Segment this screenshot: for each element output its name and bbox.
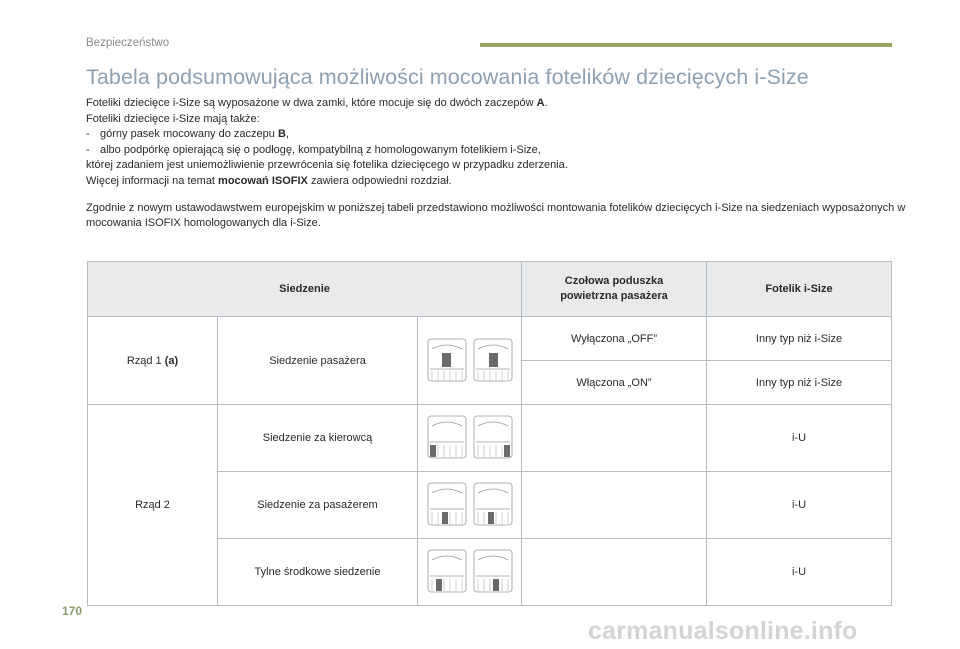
row2-seat-name: Tylne środkowe siedzenie xyxy=(218,539,418,606)
page-number: 170 xyxy=(62,604,83,618)
seat-diagram-behind-driver xyxy=(422,412,518,464)
intro-line-2: Foteliki dziecięce i-Size mają także: xyxy=(86,112,260,125)
intro-paragraph-2: Zgodnie z nowym ustawodawstwem europejskim w poniższej tabeli przedstawiono możliwości montowania fotelików dziecięcych i-Size na siedzeniach wyposażonych w mocowania ISOFIX homologowanych dla i-Size. xyxy=(86,201,906,230)
intro-line-1: Foteliki dziecięce i-Size są wyposażone w dwa zamki, które mocuje się do dwóch zaczepów A. xyxy=(86,97,548,109)
isize-table xyxy=(87,261,892,606)
page-title: Tabela podsumowująca możliwości mocowania fotelików dziecięcych i-Size xyxy=(86,65,809,89)
watermark: carmanualsonline.info xyxy=(588,617,858,645)
section-title: Bezpieczeństwo xyxy=(86,37,170,49)
header-accent-bar xyxy=(480,43,892,47)
intro-bullet-1: - górny pasek mocowany do zaczepu B, xyxy=(86,128,289,141)
table-row xyxy=(88,405,892,472)
row2-value: i-U xyxy=(707,472,892,539)
seat-diagram-front-passenger xyxy=(422,335,518,387)
table-row xyxy=(88,317,892,361)
seat-diagram-behind-passenger xyxy=(422,479,518,531)
seat-diagram-rear-center xyxy=(422,546,518,598)
intro-line-3: której zadaniem jest uniemożliwienie przewrócenia się fotelika dziecięcego w przypadku zderzenia. xyxy=(86,159,568,172)
intro-text xyxy=(86,96,906,232)
row1-airbag-on: Włączona „ON” xyxy=(522,361,707,405)
header-isize: Fotelik i-Size xyxy=(707,262,892,317)
row2-seat-name: Siedzenie za pasażerem xyxy=(218,472,418,539)
row2-seat-diagram xyxy=(418,472,522,539)
row2-seat-name: Siedzenie za kierowcą xyxy=(218,405,418,472)
row1-label: Rząd 1 (a) xyxy=(88,317,218,405)
header-seat: Siedzenie xyxy=(88,262,522,317)
row2-value: i-U xyxy=(707,405,892,472)
header-airbag: Czołowa poduszka powietrzna pasażera xyxy=(522,262,707,317)
row2-label: Rząd 2 xyxy=(88,405,218,606)
row1-seat-diagram xyxy=(418,317,522,405)
row1-on-value: Inny typ niż i-Size xyxy=(707,361,892,405)
row2-airbag-empty xyxy=(522,405,707,472)
row1-off-value: Inny typ niż i-Size xyxy=(707,317,892,361)
table-header-row xyxy=(88,262,892,317)
row2-value: i-U xyxy=(707,539,892,606)
row2-seat-diagram xyxy=(418,539,522,606)
row2-airbag-empty xyxy=(522,472,707,539)
intro-bullet-2: - albo podpórkę opierającą się o podłogę, kompatybilną z homologowanym fotelikiem i-Size, xyxy=(86,143,541,156)
row1-seat-name: Siedzenie pasażera xyxy=(218,317,418,405)
row2-airbag-empty xyxy=(522,539,707,606)
row1-airbag-off: Wyłączona „OFF” xyxy=(522,317,707,361)
row2-seat-diagram xyxy=(418,405,522,472)
intro-line-4: Więcej informacji na temat mocowań ISOFIX zawiera odpowiedni rozdział. xyxy=(86,174,452,187)
